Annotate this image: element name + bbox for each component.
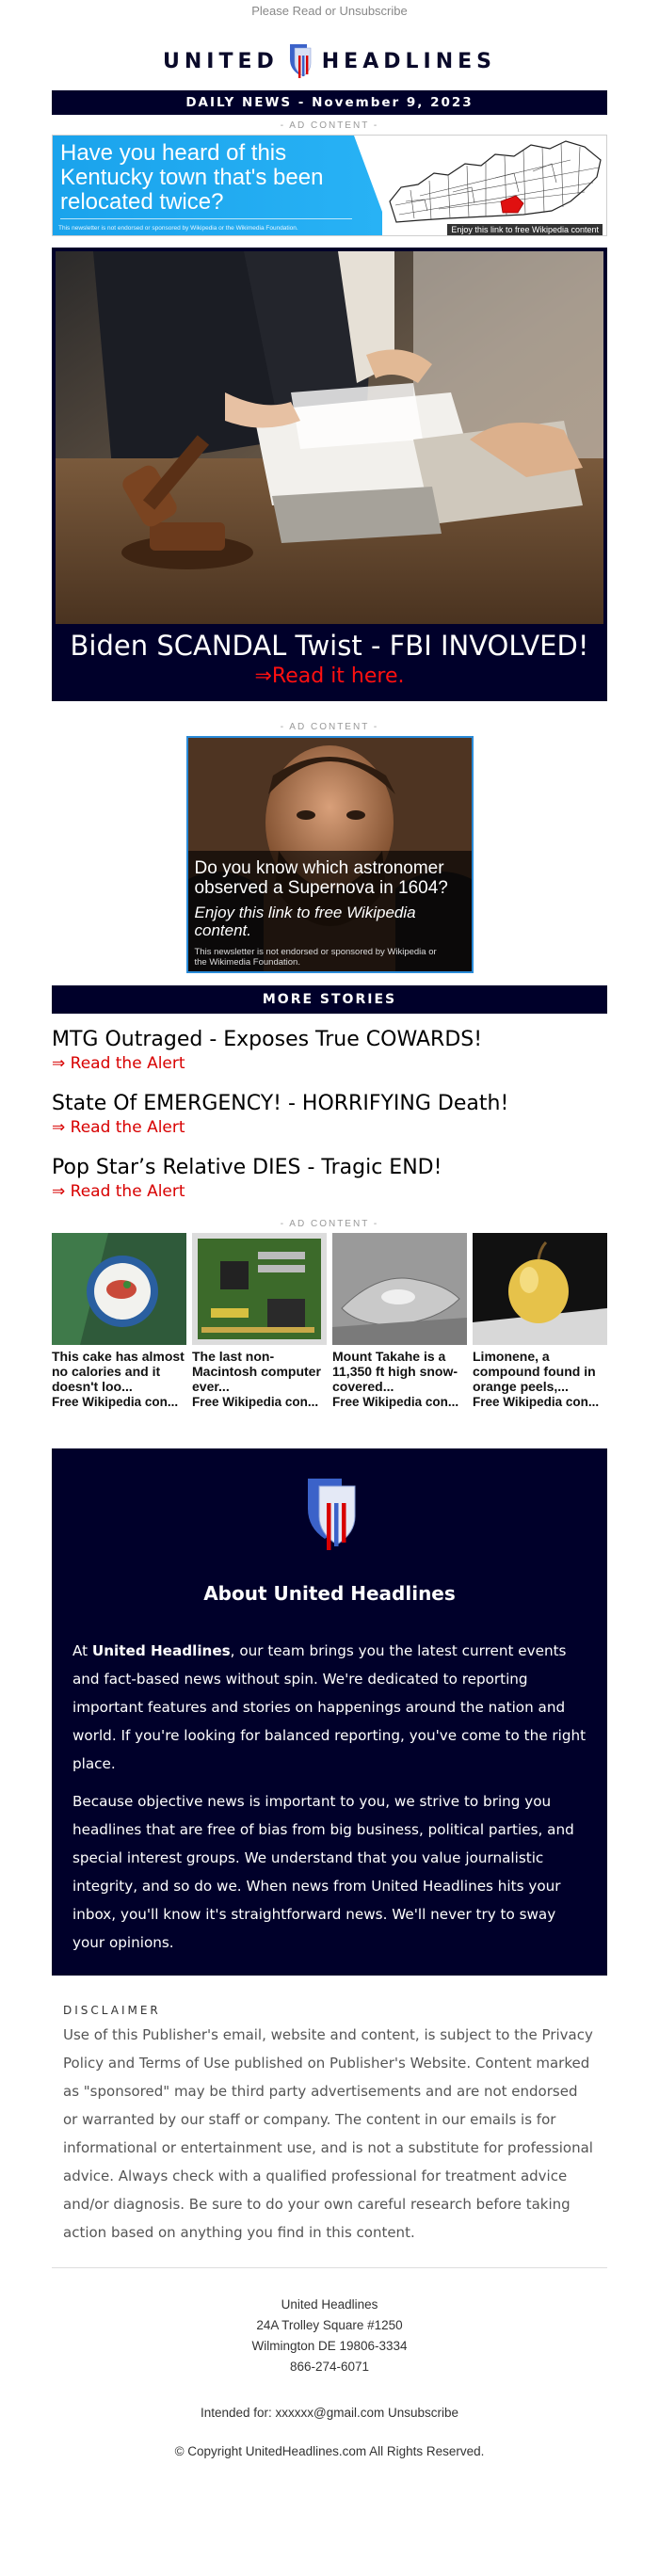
- story-read-link[interactable]: ⇒ Read the Alert: [52, 1118, 185, 1137]
- story-read-link[interactable]: ⇒ Read the Alert: [52, 1182, 185, 1201]
- cake-image: [52, 1233, 186, 1345]
- footer-phone: 866-274-6071: [289, 2360, 370, 2374]
- wiki-card-title[interactable]: This cake has almost no calories and it doesn't loo...: [52, 1349, 185, 1394]
- ad-question: Do you know which astronomer observed a Supernova in 1604?: [194, 858, 448, 898]
- brand-name-left: UNITED: [163, 49, 279, 73]
- shield-flag-icon: [286, 42, 314, 80]
- ad-disclaimer: This newsletter is not endorsed or sponsored by Wikipedia or the Wikimedia Foundation.: [58, 225, 298, 232]
- ad-disclaimer: This newsletter is not endorsed or sponsored by Wikipedia or the Wikimedia Foundation.: [194, 947, 437, 968]
- hero-headline[interactable]: Biden SCANDAL Twist - FBI INVOLVED!: [70, 630, 589, 662]
- story-title[interactable]: State Of EMERGENCY! - HORRIFYING Death!: [52, 1092, 509, 1115]
- about-section: [52, 1448, 607, 1976]
- wiki-card-title[interactable]: The last non-Macintosh computer ever...: [192, 1349, 321, 1394]
- story-title[interactable]: MTG Outraged - Exposes True COWARDS!: [52, 1028, 483, 1051]
- preheader-link[interactable]: Please Read or Unsubscribe: [251, 4, 408, 18]
- about-paragraph-1: At United Headlines, our team brings you the latest current events and fact-based news without spin. We're dedicated to reporting important features and stories on happenings around the nation and world. If you're looking for balanced reporting, you've come to the right place.: [72, 1642, 587, 1772]
- wiki-card[interactable]: [332, 1233, 467, 1409]
- hero-photo-gavel: [56, 251, 603, 624]
- wiki-card-source: Free Wikipedia con...: [192, 1395, 319, 1409]
- wiki-card-title[interactable]: Limonene, a compound found in orange peels,...: [473, 1349, 596, 1394]
- wiki-card-source: Free Wikipedia con...: [473, 1395, 600, 1409]
- ad-content-label: - AD CONTENT -: [280, 120, 379, 131]
- recipient-email: xxxxxx@gmail.com: [275, 2406, 385, 2420]
- wiki-card-title[interactable]: Mount Takahe is a 11,350 ft high snow-covered...: [332, 1349, 458, 1394]
- brand-logo[interactable]: [52, 32, 607, 90]
- wiki-card-source: Free Wikipedia con...: [52, 1395, 179, 1409]
- disclaimer-section: [52, 1976, 607, 2247]
- divider: [52, 2267, 607, 2268]
- ad-headline: Have you heard of this Kentucky town that's been relocated twice?: [60, 140, 324, 215]
- astronomer-ad[interactable]: [186, 736, 474, 973]
- about-title: About United Headlines: [203, 1582, 456, 1605]
- more-stories-banner: MORE STORIES: [52, 985, 607, 1014]
- story-read-link[interactable]: ⇒ Read the Alert: [52, 1054, 185, 1073]
- ad-content-label: - AD CONTENT -: [280, 722, 379, 732]
- lemon-image: [473, 1233, 607, 1345]
- footer-city: Wilmington DE 19806-3334: [251, 2339, 408, 2353]
- disclaimer-heading: DISCLAIMER: [63, 2004, 161, 2017]
- wiki-card-grid: [52, 1233, 607, 1409]
- wiki-card[interactable]: [52, 1233, 186, 1409]
- kentucky-map-image: [382, 136, 606, 236]
- story-item[interactable]: [52, 1027, 607, 1074]
- about-paragraph-2: Because objective news is important to you, we strive to bring you headlines that are free of bias from big business, political parties, and special interest groups. We understand that you value journalistic integrity, and so do we. When news from United Headlines hits your inbox, you'll know it's straightforward news. We'll never try to sway your opinions.: [72, 1793, 574, 1951]
- hero-story[interactable]: [52, 248, 607, 701]
- unsubscribe-link[interactable]: Unsubscribe: [388, 2406, 459, 2420]
- shield-flag-icon: [304, 1475, 359, 1552]
- footer-company: United Headlines: [281, 2297, 378, 2312]
- story-item[interactable]: [52, 1155, 607, 1202]
- wiki-card[interactable]: [192, 1233, 327, 1409]
- footer-street: 24A Trolley Square #1250: [256, 2318, 403, 2332]
- hero-read-link[interactable]: ⇒Read it here.: [254, 664, 405, 688]
- brand-name-right: HEADLINES: [321, 49, 496, 73]
- about-brand-bold: United Headlines: [91, 1642, 231, 1659]
- date-banner: DAILY NEWS - November 9, 2023: [52, 90, 607, 115]
- mountain-image: [332, 1233, 467, 1345]
- motherboard-image: [192, 1233, 327, 1345]
- copyright: © Copyright UnitedHeadlines.com All Rights Reserved.: [174, 2444, 485, 2458]
- story-item[interactable]: [52, 1091, 607, 1138]
- ad-divider: [60, 218, 352, 219]
- wiki-card-source: Free Wikipedia con...: [332, 1395, 459, 1409]
- story-title[interactable]: Pop Star’s Relative DIES - Tragic END!: [52, 1156, 442, 1179]
- wiki-card[interactable]: [473, 1233, 607, 1409]
- kentucky-town-ad[interactable]: [52, 135, 607, 236]
- ad-enjoy-link[interactable]: Enjoy this link to free Wikipedia content.: [194, 904, 416, 939]
- footer-address: [52, 2295, 607, 2377]
- disclaimer-text: Use of this Publisher's email, website and content, is subject to the Privacy Policy and Terms of Use published on Publisher's Website. Content marked as "sponsored" may be third party advertisements and are not endorsed or warranted by our staff or company. The content in our emails is for informational or entertainment use, and is not a substitute for professional advice. Always check with a qualified professional for treatment advice and/or diagnosis. Be sure to do your own careful research before taking action based on anything you find in this content.: [63, 2026, 593, 2241]
- ad-content-label: - AD CONTENT -: [280, 1219, 379, 1229]
- intended-for: Intended for: xxxxxx@gmail.com Unsubscribe: [200, 2406, 459, 2420]
- map-caption: Enjoy this link to free Wikipedia content: [447, 224, 603, 235]
